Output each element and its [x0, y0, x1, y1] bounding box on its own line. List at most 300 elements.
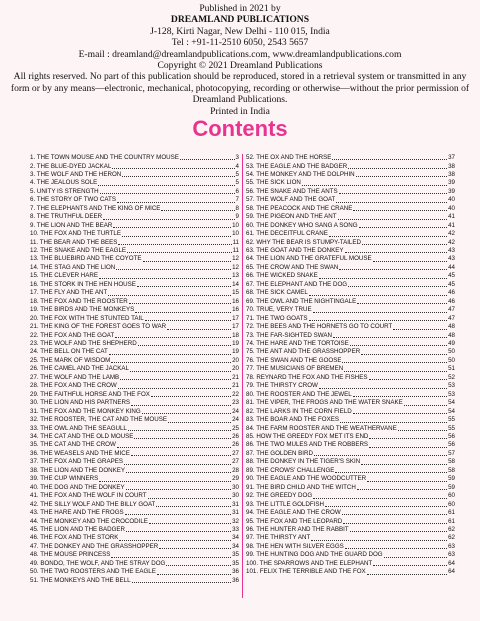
toc-entry [30, 264, 242, 272]
toc-entry [30, 475, 242, 483]
toc-entry-title: 79. THE THIRSTY CROW [246, 382, 318, 390]
toc-entry-title: 90. THE EAGLE AND THE WOODCUTTER [246, 475, 367, 483]
toc-entry [30, 374, 242, 382]
toc-entry-page: 61 [448, 509, 455, 517]
toc-entry-page: 24 [232, 407, 239, 415]
toc-entry-page: 45 [448, 280, 455, 288]
toc-entry [30, 450, 242, 458]
toc-entry-page: 45 [448, 272, 455, 280]
toc-entry-page: 23 [232, 399, 239, 407]
toc-entry-page: 37 [448, 154, 455, 162]
dot-leader [340, 422, 447, 423]
toc-entry-page: 14 [232, 280, 239, 288]
toc-entry-page: 10 [232, 221, 239, 229]
dot-leader [134, 438, 231, 439]
toc-entry-title: 7. THE ELEPHANTS AND THE KING OF MICE [30, 204, 161, 212]
toc-entry [243, 179, 455, 187]
toc-entry-page: 43 [448, 255, 455, 263]
dot-leader [309, 320, 448, 321]
toc-entry [243, 484, 455, 492]
toc-entry [243, 255, 455, 263]
toc-entry-title: 70. TRUE, VERY TRUE [246, 306, 312, 314]
toc-entry [243, 374, 455, 382]
toc-entry-title: 66. THE WICKED SNAKE [246, 272, 318, 280]
toc-entry-title: 99. THE HUNTING DOG AND THE GUARD DOG [246, 551, 383, 559]
dot-leader [384, 557, 448, 558]
toc-entry [243, 289, 455, 297]
dot-leader [128, 430, 231, 431]
toc-column-right [243, 154, 455, 598]
toc-entry [30, 171, 242, 179]
dot-leader [167, 329, 231, 330]
toc-entry [243, 171, 455, 179]
dot-leader [118, 388, 231, 389]
toc-entry [30, 543, 242, 551]
toc-entry [30, 306, 242, 314]
toc-entry [30, 501, 242, 509]
toc-entry [30, 408, 242, 416]
dot-leader [350, 345, 447, 346]
toc-entry-page: 28 [232, 466, 239, 474]
toc-entry-title: 84. THE FARM ROOSTER AND THE WEATHERVANE [246, 424, 397, 432]
toc-entry-page: 13 [232, 272, 239, 280]
toc-entry-page: 38 [448, 162, 455, 170]
toc-entry-title: 47. THE DONKEY AND THE GRASSHOPPER [30, 542, 159, 550]
toc-entry-page: 59 [448, 475, 455, 483]
toc-entry-title: 88. THE DONKEY IN THE TIGER'S SKIN [246, 458, 361, 466]
dot-leader [116, 269, 231, 270]
toc-entry-page: 12 [232, 255, 239, 263]
toc-entry [30, 560, 242, 568]
toc-entry [30, 357, 242, 365]
dot-leader [103, 219, 234, 220]
dot-leader [357, 489, 447, 490]
contents-title: Contents [192, 116, 288, 142]
toc-entry [243, 332, 455, 340]
toc-entry-title: 3. THE WOLF AND THE HERON [30, 170, 122, 178]
dot-leader [126, 472, 231, 473]
toc-entry-page: 57 [448, 449, 455, 457]
dot-leader [120, 379, 231, 380]
toc-entry-title: 34. THE CAT AND THE OLD MOUSE [30, 433, 134, 440]
toc-entry-page: 60 [448, 500, 455, 508]
toc-entry [243, 239, 455, 247]
toc-entry-page: 10 [232, 230, 239, 238]
toc-entry-title: 75. THE ANT AND THE GRASSHOPPER [246, 348, 361, 356]
dot-leader [393, 329, 447, 330]
toc-entry-page: 5 [235, 179, 239, 187]
dot-leader [131, 405, 231, 406]
dot-leader [100, 193, 235, 194]
table-of-contents [30, 154, 455, 598]
toc-entry-page: 39 [448, 187, 455, 195]
toc-entry-title: 27. THE WOLF AND THE LAMB [30, 373, 120, 381]
dot-leader [137, 286, 231, 287]
toc-entry-page: 58 [448, 458, 455, 466]
toc-entry [30, 179, 242, 187]
dot-leader [404, 405, 447, 406]
toc-entry [243, 306, 455, 314]
toc-entry-page: 61 [448, 517, 455, 525]
toc-entry [243, 298, 455, 306]
toc-entry [243, 568, 455, 576]
publisher-email-web: E-mail : dreamland@dreamlandpublications.com, www.dreamlandpublications.com [78, 48, 402, 60]
dot-leader [361, 354, 447, 355]
toc-entry [30, 484, 242, 492]
toc-entry [30, 298, 242, 306]
toc-entry-page: 64 [448, 568, 455, 576]
toc-entry [243, 399, 455, 407]
dot-leader [122, 236, 231, 237]
toc-entry-page: 31 [232, 509, 239, 517]
toc-entry-page: 8 [235, 204, 239, 212]
toc-entry-title: 49. BONDO, THE WOLF, AND THE STRAY DOG [30, 559, 166, 567]
toc-entry-title: 42. THE SILLY WOLF AND THE BILLY GOAT [30, 500, 156, 508]
toc-entry-page: 36 [232, 576, 239, 584]
toc-entry-page: 58 [448, 466, 455, 474]
dot-leader [362, 244, 447, 245]
toc-entry-title: 59. THE PIGEON AND THE ANT [246, 213, 337, 221]
dot-leader [148, 498, 232, 499]
toc-entry-title: 60. THE DONKEY WHO SANG A SONG [246, 221, 358, 229]
toc-entry [30, 239, 242, 247]
publisher-name: DREAMLAND PUBLICATIONS [170, 14, 310, 26]
toc-column-left [30, 154, 243, 598]
toc-entry-title: 48. THE MOUSE PRINCESS [30, 551, 111, 559]
toc-entry [30, 551, 242, 559]
toc-entry-page: 21 [232, 382, 239, 390]
toc-entry [243, 458, 455, 466]
dot-leader [99, 278, 231, 279]
publisher-address: J-128, Kirti Nagar, New Delhi - 110 015, India [150, 25, 330, 37]
toc-entry-title: 1. THE TOWN MOUSE AND THE COUNTRY MOUSE [30, 154, 179, 162]
toc-entry [30, 382, 242, 390]
toc-entry-title: 33. THE OWL AND THE SEAGULL [30, 424, 127, 432]
toc-entry-title: 95. THE FOX AND THE LEOPARD [246, 517, 343, 525]
toc-entry-page: 41 [448, 213, 455, 221]
dot-leader [350, 531, 448, 532]
toc-entry-page: 63 [448, 542, 455, 550]
toc-entry [243, 450, 455, 458]
toc-entry-page: 49 [448, 340, 455, 348]
toc-entry-page: 64 [448, 559, 455, 567]
toc-entry [243, 365, 455, 373]
toc-entry-title: 45. THE LION AND THE BADGER [30, 525, 126, 533]
dot-leader [127, 252, 232, 253]
dot-leader [156, 506, 231, 507]
toc-entry-title: 92. THE GREEDY DOG [246, 492, 313, 500]
toc-entry-page: 36 [232, 568, 239, 576]
dot-leader [356, 176, 447, 177]
toc-entry [30, 577, 242, 585]
toc-entry-title: 4. THE JEALOUS SOLE [30, 179, 98, 187]
dot-leader [367, 481, 447, 482]
toc-entry-page: 63 [448, 551, 455, 559]
published-line: Published in 2021 by [199, 3, 281, 14]
toc-entry-title: 22. THE FOX AND THE GOAT [30, 331, 115, 339]
dot-leader [314, 455, 447, 456]
toc-entry-page: 15 [232, 289, 239, 297]
toc-entry [30, 230, 242, 238]
toc-entry-page: 11 [232, 247, 239, 255]
dot-leader [180, 159, 235, 160]
toc-entry-title: 46. THE FOX AND THE STORK [30, 534, 119, 542]
toc-entry-page: 42 [448, 238, 455, 246]
dot-leader [124, 464, 231, 465]
toc-entry-title: 24. THE BELL ON THE CAT [30, 348, 108, 356]
toc-entry [243, 188, 455, 196]
dot-leader [126, 489, 231, 490]
toc-entry-page: 19 [232, 348, 239, 356]
dot-leader [336, 202, 447, 203]
toc-entry-page: 34 [232, 534, 239, 542]
toc-entry-title: 36. THE WEASELS AND THE MICE [30, 449, 130, 457]
toc-entry [30, 340, 242, 348]
dot-leader [373, 565, 447, 566]
dot-leader [131, 455, 231, 456]
toc-entry [243, 551, 455, 559]
toc-entry [243, 492, 455, 500]
toc-entry-title: 58. THE PEACOCK AND THE CRANE [246, 204, 353, 212]
toc-entry [243, 433, 455, 441]
toc-entry-title: 94. THE EAGLE AND THE CROW [246, 509, 341, 517]
dot-leader [359, 227, 448, 228]
dot-leader [398, 430, 447, 431]
toc-entry-page: 27 [232, 458, 239, 466]
toc-entry [243, 382, 455, 390]
toc-entry-page: 16 [232, 297, 239, 305]
toc-entry-title: 76. THE SWAN AND THE GOOSE [246, 356, 342, 364]
toc-entry-page: 53 [448, 390, 455, 398]
toc-entry-title: 98. THE HEN WITH SILVER EGGS [246, 542, 344, 550]
toc-entry-title: 40. THE DOG AND THE DONKEY [30, 483, 125, 491]
dot-leader [342, 362, 447, 363]
toc-entry [243, 205, 455, 213]
toc-entry-title: 97. THE THIRSTY ANT [246, 534, 311, 542]
toc-entry-page: 35 [232, 559, 239, 567]
dot-leader [98, 185, 234, 186]
dot-leader [329, 236, 447, 237]
dot-leader [126, 531, 231, 532]
toc-entry [243, 391, 455, 399]
dot-leader [99, 481, 231, 482]
toc-entry-page: 52 [448, 373, 455, 381]
toc-entry [30, 213, 242, 221]
toc-entry-title: 56. THE SNAKE AND THE ANTS [246, 187, 338, 195]
toc-entry-page: 41 [448, 221, 455, 229]
toc-entry-page: 21 [232, 373, 239, 381]
toc-entry-page: 56 [448, 441, 455, 449]
toc-entry-page: 11 [232, 238, 239, 246]
toc-entry [243, 281, 455, 289]
toc-entry-title: 67. THE ELEPHANT AND THE DOG [246, 280, 348, 288]
toc-entry-title: 101. FELIX THE TERRIBLE AND THE FOX [246, 568, 366, 576]
dot-leader [348, 168, 447, 169]
toc-entry-title: 15. THE CLEVER HARE [30, 272, 98, 280]
toc-entry-page: 53 [448, 382, 455, 390]
toc-entry [30, 281, 242, 289]
dot-leader [168, 422, 231, 423]
toc-entry-title: 63. THE GOAT AND THE DONKEY [246, 247, 344, 255]
dot-leader [369, 447, 447, 448]
toc-entry-title: 32. THE ROOSTER, THE CAT AND THE MOUSE [30, 416, 167, 424]
toc-entry-page: 20 [232, 365, 239, 373]
dot-leader [319, 388, 447, 389]
toc-entry-title: 8. THE TRUTHFUL DEER [30, 213, 103, 221]
toc-entry-page: 42 [448, 230, 455, 238]
toc-entry-page: 38 [448, 170, 455, 178]
toc-entry-title: 91. THE BIRD CHILD AND THE WITCH [246, 483, 356, 491]
toc-entry-title: 51. THE MONKEYS AND THE BELL [30, 576, 131, 584]
toc-entry-page: 44 [448, 263, 455, 271]
toc-entry-title: 72. THE BEES AND THE HORNETS GO TO COURT [246, 323, 393, 331]
toc-entry-page: 62 [448, 525, 455, 533]
toc-entry-title: 26. THE CAMEL AND THE JACKAL [30, 365, 129, 373]
toc-entry [243, 501, 455, 509]
toc-entry [30, 526, 242, 534]
toc-entry-page: 47 [448, 314, 455, 322]
copyright-line: Copyright © 2021 Dreamland Publications [157, 60, 323, 72]
toc-entry-title: 62. WHY THE BEAR IS STUMPY-TAILED [246, 238, 361, 246]
dot-leader [361, 464, 447, 465]
dot-leader [161, 210, 234, 211]
toc-entry-title: 28. THE FOX AND THE CROW [30, 382, 117, 390]
toc-entry-title: 52. THE OX AND THE HORSE [246, 154, 332, 162]
toc-entry-page: 17 [232, 314, 239, 322]
toc-entry [243, 348, 455, 356]
dot-leader [345, 252, 448, 253]
toc-entry-title: 93. THE LITTLE GOLDFISH [246, 500, 324, 508]
toc-entry [30, 391, 242, 399]
toc-entry [30, 315, 242, 323]
toc-entry [30, 399, 242, 407]
dot-leader [339, 269, 447, 270]
toc-entry-page: 34 [232, 542, 239, 550]
toc-entry-title: 23. THE WOLF AND THE SHEPHERD [30, 340, 137, 348]
toc-entry-title: 39. THE CUP WINNERS [30, 475, 99, 483]
toc-entry-title: 54. THE MONKEY AND THE DOLPHIN [246, 170, 355, 178]
dot-leader [125, 514, 231, 515]
toc-entry-page: 51 [448, 365, 455, 373]
toc-entry [243, 213, 455, 221]
toc-entry-page: 25 [232, 424, 239, 432]
toc-entry [30, 247, 242, 255]
toc-entry-page: 7 [235, 196, 239, 204]
toc-entry-page: 32 [232, 517, 239, 525]
toc-entry [30, 433, 242, 441]
toc-entry [243, 543, 455, 551]
dot-leader [117, 447, 231, 448]
toc-entry-title: 53. THE EAGLE AND THE BADGER [246, 162, 348, 170]
toc-entry-page: 39 [448, 179, 455, 187]
toc-entry-title: 44. THE MONKEY AND THE CROCODILE [30, 517, 148, 525]
toc-entry-page: 56 [448, 433, 455, 440]
toc-entry [30, 568, 242, 576]
dot-leader [332, 159, 447, 160]
toc-entry-page: 29 [232, 475, 239, 483]
toc-entry-page: 4 [235, 162, 239, 170]
toc-entry-title: 13. THE BLUEBIRD AND THE COYOTE [30, 255, 142, 263]
toc-entry [30, 323, 242, 331]
toc-entry-title: 5. UNITY IS STRENGTH [30, 187, 99, 195]
imprint-block [0, 0, 480, 117]
dot-leader [309, 295, 447, 296]
toc-entry-page: 22 [232, 390, 239, 398]
toc-entry [243, 509, 455, 517]
toc-entry-title: 85. HOW THE GREEDY FOX MET ITS END [246, 433, 369, 440]
toc-entry-title: 12. THE SNAKE AND THE EAGLE [30, 247, 127, 255]
toc-entry-page: 46 [448, 297, 455, 305]
toc-entry-title: 83. THE BOAR AND THE FOXES [246, 416, 339, 424]
toc-entry [243, 475, 455, 483]
toc-entry-title: 2. THE BLUE-DYED JACKAL [30, 162, 112, 170]
toc-entry-page: 54 [448, 399, 455, 407]
toc-entry-page: 5 [235, 170, 239, 178]
toc-entry-page: 24 [232, 416, 239, 424]
toc-entry-page: 43 [448, 247, 455, 255]
toc-entry-page: 50 [448, 348, 455, 356]
toc-entry-page: 27 [232, 449, 239, 457]
toc-entry-title: 73. THE FAR-SIGHTED SWAN [246, 331, 332, 339]
toc-entry-page: 33 [232, 525, 239, 533]
toc-entry-page: 12 [232, 263, 239, 271]
toc-entry-title: 18. THE FOX AND THE ROOSTER [30, 297, 128, 305]
toc-entry [243, 222, 455, 230]
toc-entry-title: 21. THE KING OF THE FOREST GOES TO WAR [30, 323, 167, 331]
dot-leader [149, 523, 231, 524]
dot-leader [143, 261, 232, 262]
toc-entry [30, 458, 242, 466]
dot-leader [122, 176, 234, 177]
toc-entry [30, 365, 242, 373]
dot-leader [344, 371, 447, 372]
toc-entry [243, 441, 455, 449]
toc-entry-page: 50 [448, 356, 455, 364]
toc-entry [243, 534, 455, 542]
toc-entry-title: 87. THE GOLDEN BIRD [246, 449, 313, 457]
toc-entry [243, 272, 455, 280]
toc-entry-title: 69. THE OWL AND THE NIGHTINGALE [246, 297, 357, 305]
printed-in-line: Printed in India [210, 105, 270, 117]
dot-leader [109, 354, 231, 355]
toc-entry [30, 272, 242, 280]
toc-entry-title: 64. THE LION AND THE GRATEFUL MOUSE [246, 255, 372, 263]
toc-entry-page: 35 [232, 551, 239, 559]
toc-entry [243, 526, 455, 534]
toc-entry-title: 50. THE TWO ROOSTERS AND THE EAGLE [30, 568, 156, 576]
toc-entry [30, 154, 242, 162]
toc-entry [243, 230, 455, 238]
dot-leader [343, 523, 447, 524]
toc-entry-title: 55. THE SICK LION [246, 179, 301, 187]
toc-entry-title: 19. THE BIRDS AND THE MONKEYS [30, 306, 135, 314]
dot-leader [138, 345, 231, 346]
toc-entry-title: 96. THE HUNTER AND THE RABBIT [246, 525, 349, 533]
toc-entry [243, 162, 455, 170]
toc-entry-title: 38. THE LION AND THE DONKEY [30, 466, 126, 474]
toc-entry-page: 60 [448, 492, 455, 500]
toc-entry [243, 416, 455, 424]
toc-entry-title: 68. THE SICK CAMEL [246, 289, 308, 297]
toc-entry-title: 31. THE FOX AND THE MONKEY KING [30, 407, 141, 415]
toc-entry [243, 408, 455, 416]
toc-entry-page: 9 [235, 213, 239, 221]
toc-entry [30, 534, 242, 542]
toc-entry [30, 517, 242, 525]
dot-leader [132, 582, 232, 583]
toc-entry-page: 59 [448, 483, 455, 491]
toc-entry-title: 14. THE STAG AND THE LION [30, 263, 116, 271]
